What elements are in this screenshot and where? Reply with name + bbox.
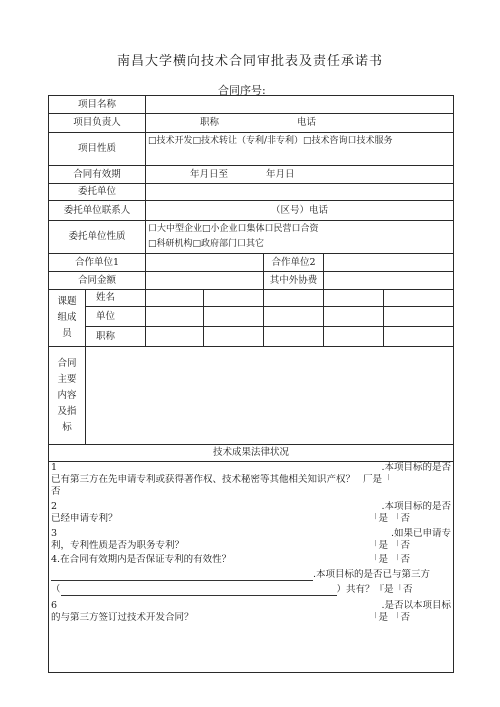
contract-period-label: 合同有效期: [49, 166, 146, 184]
partner-1-label: 合作单位1: [49, 254, 146, 272]
q6-line-1: 6 .是否以本项目标: [51, 600, 452, 611]
team-title-cell-1[interactable]: [146, 327, 204, 347]
client-nature-line-1: 口大中型企业□小企业口集体口民营口合资: [148, 224, 319, 234]
team-unit-label: 单位: [86, 307, 146, 327]
period-to: 年月日: [266, 168, 295, 180]
row-project-nature: [49, 133, 454, 166]
client-field[interactable]: [146, 184, 454, 201]
q6-answer[interactable]: 「是 「否: [369, 612, 411, 623]
main-content-field[interactable]: [86, 347, 454, 445]
q2-line-1: 2 .本项目标的是否: [51, 501, 452, 512]
partner-2-label: 合作单位2: [264, 254, 324, 272]
q2-line-2: 已经申请专利？ 「是 「否: [51, 513, 451, 525]
project-nature-options[interactable]: □技术开发□技术转让（专利/非专利）□技术咨询口技术服务: [146, 133, 454, 166]
q1-tail: .本项目标的是否: [381, 462, 452, 473]
row-project-name: [49, 96, 454, 114]
team-unit-cell-4[interactable]: [324, 307, 384, 327]
project-leader-label: 项目负责人: [49, 114, 146, 133]
team-unit-cell-2[interactable]: [204, 307, 264, 327]
q4-answer[interactable]: 「是 「否: [369, 554, 411, 565]
row-main-content: [49, 347, 454, 445]
project-nature-label: 项目性质: [49, 133, 146, 166]
q5-line-2: （ ）共有？『是「否: [51, 584, 413, 595]
row-team-unit: [49, 307, 454, 327]
row-legal-questions: [49, 462, 454, 673]
legal-questions: [49, 462, 454, 673]
outsourcing-fee-label: 其中外协费: [264, 272, 324, 290]
team-unit-cell-1[interactable]: [146, 307, 204, 327]
row-contract-period: [49, 166, 454, 184]
client-label: 委托单位: [49, 184, 146, 201]
q3-line-1: 3 .如果已申请专: [51, 528, 452, 539]
q2-answer[interactable]: 「是 「否: [369, 513, 411, 524]
project-name-label: 项目名称: [49, 96, 146, 114]
q4-line: 4.在合同有效期内是否保证专利的有效性？ 「是 「否: [51, 554, 451, 566]
project-name-field[interactable]: [146, 96, 454, 114]
client-nature-line-2: □科研机构□政府部门口其它: [148, 239, 265, 249]
team-name-label: 姓名: [86, 290, 146, 307]
row-legal-title: [49, 445, 454, 462]
document-title: 南昌大学横向技术合同审批表及责任承诺书: [116, 54, 383, 69]
row-client-nature: [49, 221, 454, 254]
team-title-cell-3[interactable]: [264, 327, 324, 347]
main-content-label: 合同主要内容及指标: [49, 347, 86, 445]
client-contact-label: 委托单位联系人: [49, 201, 146, 221]
q1-line-3: 否: [51, 486, 61, 497]
team-members-label: 课题组成员: [49, 290, 86, 347]
phone-label: 电话: [297, 117, 317, 128]
team-name-cell-5[interactable]: [384, 290, 454, 307]
client-contact-field[interactable]: [146, 201, 454, 221]
team-unit-cell-5[interactable]: [384, 307, 454, 327]
approval-form-table: [48, 95, 454, 673]
q5-blank[interactable]: [51, 571, 313, 581]
contract-amount-label: 合同金额: [49, 272, 146, 290]
period-from: 年月日至: [190, 168, 229, 180]
team-name-cell-4[interactable]: [324, 290, 384, 307]
q5-answer[interactable]: ）共有？『是「否: [336, 584, 413, 595]
row-project-leader: [49, 114, 454, 133]
outsourcing-fee-field[interactable]: [324, 272, 454, 290]
project-leader-field[interactable]: [146, 114, 454, 133]
q6-line-2: 的与第三方签订过技术开发合同？ 「是 「否: [51, 612, 451, 624]
row-client: [49, 184, 454, 201]
q5-co-owner-blank[interactable]: [61, 586, 337, 596]
q3-answer[interactable]: 「是 「否: [369, 540, 411, 551]
team-title-cell-5[interactable]: [384, 327, 454, 347]
row-client-contact: [49, 201, 454, 221]
contract-period-field[interactable]: [146, 166, 454, 184]
row-contract-amount: [49, 272, 454, 290]
team-title-label: 职称: [86, 327, 146, 347]
title-label: 职称: [200, 117, 220, 128]
q1-line-1: 1 .本项目标的是否: [51, 462, 452, 473]
partner-1-field[interactable]: [146, 254, 264, 272]
client-nature-label: 委托单位性质: [49, 221, 146, 254]
client-nature-options[interactable]: [146, 221, 454, 254]
legal-status-title: 技术成果法律状况: [49, 445, 454, 462]
team-title-cell-2[interactable]: [204, 327, 264, 347]
client-phone-label: （区号）电话: [271, 204, 329, 216]
team-name-cell-3[interactable]: [264, 290, 324, 307]
team-unit-cell-3[interactable]: [264, 307, 324, 327]
row-team-name: [49, 290, 454, 307]
row-partners: [49, 254, 454, 272]
q1-answer[interactable]: 厂是「: [363, 474, 392, 485]
partner-2-field[interactable]: [324, 254, 454, 272]
q1-line-2: 已有第三方在先申请专利或获得著作权、技术秘密等其他相关知识产权？ 厂是「: [51, 474, 392, 485]
contract-serial-label: 合同序号:: [218, 84, 266, 97]
q3-line-2: 利，专利性质是否为职务专利？ 「是 「否: [51, 540, 451, 552]
contract-amount-field[interactable]: [146, 272, 264, 290]
team-title-cell-4[interactable]: [324, 327, 384, 347]
team-name-cell-1[interactable]: [146, 290, 204, 307]
row-team-title: [49, 327, 454, 347]
q5-line-1: .本项目标的是否已与第三方: [51, 569, 451, 581]
team-name-cell-2[interactable]: [204, 290, 264, 307]
